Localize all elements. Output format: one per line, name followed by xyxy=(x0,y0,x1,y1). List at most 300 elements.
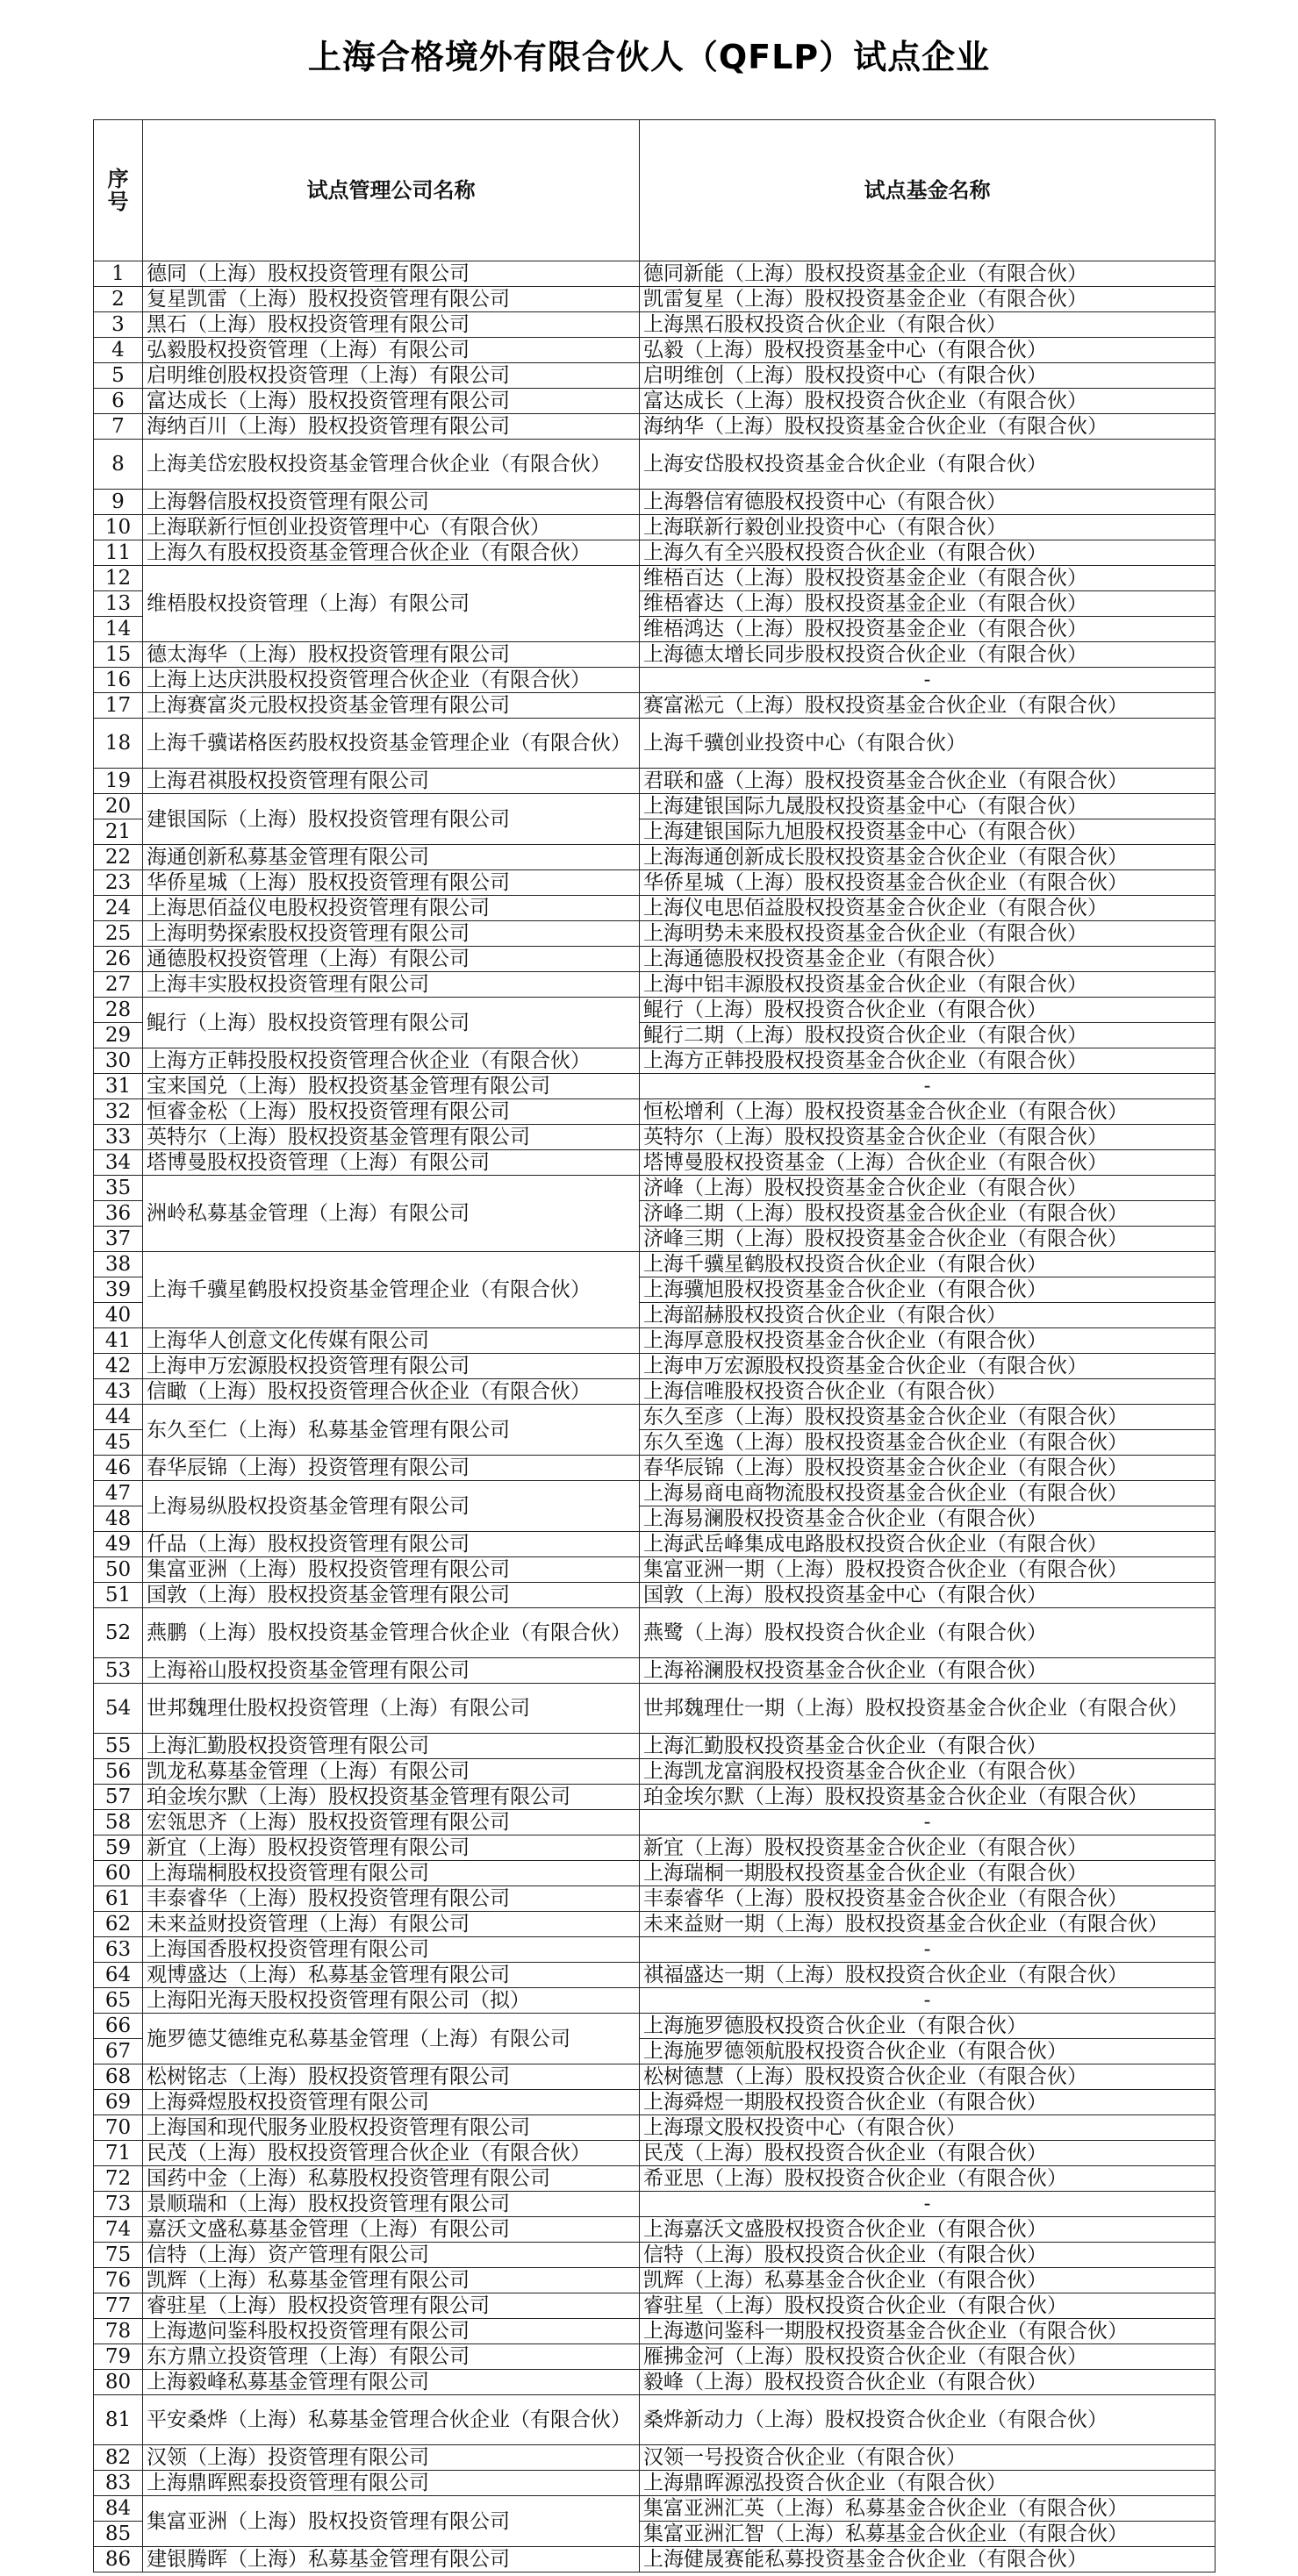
table-row xyxy=(94,1734,1216,1759)
row-number: 56 xyxy=(94,1759,143,1785)
table-row xyxy=(94,1456,1216,1481)
row-number: 34 xyxy=(94,1150,143,1176)
manager-name: 上海毅峰私募基金管理有限公司 xyxy=(143,2370,640,2395)
fund-name: 上海武岳峰集成电路股权投资合伙企业（有限合伙） xyxy=(640,1532,1216,1557)
row-number: 53 xyxy=(94,1658,143,1684)
table-row xyxy=(94,1684,1216,1734)
table-row xyxy=(94,668,1216,693)
fund-name: 君联和盛（上海）股权投资基金合伙企业（有限合伙） xyxy=(640,769,1216,794)
manager-name: 集富亚洲（上海）股权投资管理有限公司 xyxy=(143,2496,640,2547)
row-number: 64 xyxy=(94,1963,143,1988)
manager-name: 凯龙私募基金管理（上海）有限公司 xyxy=(143,1759,640,1785)
manager-name: 燕鹏（上海）股权投资基金管理合伙企业（有限合伙） xyxy=(143,1608,640,1658)
manager-name: 观博盛达（上海）私募基金管理有限公司 xyxy=(143,1963,640,1988)
fund-name: 上海汇勤股权投资基金合伙企业（有限合伙） xyxy=(640,1734,1216,1759)
manager-name: 上海联新行恒创业投资管理中心（有限合伙） xyxy=(143,515,640,540)
table-row xyxy=(94,2090,1216,2115)
fund-name: 上海璟文股权投资中心（有限合伙） xyxy=(640,2115,1216,2141)
row-number: 5 xyxy=(94,363,143,389)
table-row xyxy=(94,1379,1216,1405)
row-number: 17 xyxy=(94,693,143,719)
row-number: 83 xyxy=(94,2471,143,2496)
fund-name: 上海易商电商物流股权投资基金合伙企业（有限合伙） xyxy=(640,1481,1216,1506)
row-number: 7 xyxy=(94,414,143,440)
table-row xyxy=(94,2014,1216,2039)
row-number: 71 xyxy=(94,2141,143,2166)
table-row xyxy=(94,1886,1216,1912)
row-number: 6 xyxy=(94,389,143,414)
manager-name: 民茂（上海）股权投资管理合伙企业（有限合伙） xyxy=(143,2141,640,2166)
row-number: 86 xyxy=(94,2547,143,2572)
table-row xyxy=(94,1988,1216,2014)
table-row xyxy=(94,2064,1216,2090)
fund-name: 上海韶赫股权投资合伙企业（有限合伙） xyxy=(640,1303,1216,1328)
table-row xyxy=(94,921,1216,947)
fund-name: 信特（上海）股权投资合伙企业（有限合伙） xyxy=(640,2243,1216,2268)
manager-name: 国敦（上海）股权投资基金管理有限公司 xyxy=(143,1583,640,1608)
row-number: 12 xyxy=(94,566,143,591)
manager-name: 珀金埃尔默（上海）股权投资基金管理有限公司 xyxy=(143,1785,640,1810)
table-row xyxy=(94,947,1216,972)
fund-name: 上海中铝丰源股权投资基金合伙企业（有限合伙） xyxy=(640,972,1216,998)
row-number: 44 xyxy=(94,1405,143,1430)
fund-name: - xyxy=(640,2192,1216,2217)
table-row xyxy=(94,693,1216,719)
fund-name: 毅峰（上海）股权投资合伙企业（有限合伙） xyxy=(640,2370,1216,2395)
table-row xyxy=(94,363,1216,389)
table-row xyxy=(94,896,1216,921)
manager-name: 信特（上海）资产管理有限公司 xyxy=(143,2243,640,2268)
row-number: 51 xyxy=(94,1583,143,1608)
fund-name: 上海千骥创业投资中心（有限合伙） xyxy=(640,719,1216,769)
row-number: 79 xyxy=(94,2344,143,2370)
table-row xyxy=(94,389,1216,414)
row-number: 4 xyxy=(94,338,143,363)
table-row xyxy=(94,1810,1216,1835)
row-number: 76 xyxy=(94,2268,143,2293)
table-row xyxy=(94,1328,1216,1354)
row-number: 2 xyxy=(94,287,143,312)
row-number: 48 xyxy=(94,1506,143,1532)
fund-name: 睿驻星（上海）股权投资合伙企业（有限合伙） xyxy=(640,2293,1216,2319)
fund-name: 济峰三期（上海）股权投资基金合伙企业（有限合伙） xyxy=(640,1227,1216,1252)
row-number: 54 xyxy=(94,1684,143,1734)
fund-name: 上海鼎晖源泓投资合伙企业（有限合伙） xyxy=(640,2471,1216,2496)
manager-name: 上海丰实股权投资管理有限公司 xyxy=(143,972,640,998)
manager-name: 上海瑞桐股权投资管理有限公司 xyxy=(143,1861,640,1886)
table-row xyxy=(94,1785,1216,1810)
fund-name: - xyxy=(640,1937,1216,1963)
fund-name: 济峰（上海）股权投资基金合伙企业（有限合伙） xyxy=(640,1176,1216,1201)
row-number: 11 xyxy=(94,540,143,566)
manager-name: 世邦魏理仕股权投资管理（上海）有限公司 xyxy=(143,1684,640,1734)
row-number: 66 xyxy=(94,2014,143,2039)
row-number: 73 xyxy=(94,2192,143,2217)
row-number: 36 xyxy=(94,1201,143,1227)
table-row xyxy=(94,1176,1216,1201)
fund-name: 济峰二期（上海）股权投资基金合伙企业（有限合伙） xyxy=(640,1201,1216,1227)
row-number: 50 xyxy=(94,1557,143,1583)
fund-name: 燕鹭（上海）股权投资合伙企业（有限合伙） xyxy=(640,1608,1216,1658)
row-number: 28 xyxy=(94,998,143,1023)
manager-name: 宏瓴思齐（上海）股权投资管理有限公司 xyxy=(143,1810,640,1835)
table-row xyxy=(94,2141,1216,2166)
manager-name: 新宜（上海）股权投资管理有限公司 xyxy=(143,1835,640,1861)
fund-name: 弘毅（上海）股权投资基金中心（有限合伙） xyxy=(640,338,1216,363)
fund-name: 上海信唯股权投资合伙企业（有限合伙） xyxy=(640,1379,1216,1405)
row-number: 40 xyxy=(94,1303,143,1328)
manager-name: 集富亚洲（上海）股权投资管理有限公司 xyxy=(143,1557,640,1583)
manager-name: 德同（上海）股权投资管理有限公司 xyxy=(143,261,640,287)
fund-name: 上海建银国际九旭股权投资基金中心（有限合伙） xyxy=(640,819,1216,845)
table-row xyxy=(94,2496,1216,2522)
fund-name: 德同新能（上海）股权投资基金企业（有限合伙） xyxy=(640,261,1216,287)
table-row xyxy=(94,1048,1216,1074)
table-row xyxy=(94,1557,1216,1583)
row-number: 77 xyxy=(94,2293,143,2319)
table-row xyxy=(94,2115,1216,2141)
manager-name: 德太海华（上海）股权投资管理有限公司 xyxy=(143,642,640,668)
header-no: 序号 xyxy=(94,120,143,261)
table-row xyxy=(94,1150,1216,1176)
table-row xyxy=(94,2268,1216,2293)
fund-name: 上海厚意股权投资基金合伙企业（有限合伙） xyxy=(640,1328,1216,1354)
manager-name: 东方鼎立投资管理（上海）有限公司 xyxy=(143,2344,640,2370)
row-number: 59 xyxy=(94,1835,143,1861)
manager-name: 海纳百川（上海）股权投资管理有限公司 xyxy=(143,414,640,440)
table-row xyxy=(94,2445,1216,2471)
fund-name: 上海千骥星鹤股权投资合伙企业（有限合伙） xyxy=(640,1252,1216,1277)
row-number: 30 xyxy=(94,1048,143,1074)
fund-name: 鲲行（上海）股权投资合伙企业（有限合伙） xyxy=(640,998,1216,1023)
row-number: 18 xyxy=(94,719,143,769)
manager-name: 睿驻星（上海）股权投资管理有限公司 xyxy=(143,2293,640,2319)
row-number: 23 xyxy=(94,870,143,896)
manager-name: 上海华人创意文化传媒有限公司 xyxy=(143,1328,640,1354)
manager-name: 上海阳光海天股权投资管理有限公司（拟） xyxy=(143,1988,640,2014)
row-number: 62 xyxy=(94,1912,143,1937)
row-number: 69 xyxy=(94,2090,143,2115)
table-row xyxy=(94,1937,1216,1963)
fund-name: 民茂（上海）股权投资合伙企业（有限合伙） xyxy=(640,2141,1216,2166)
fund-name: 上海裕澜股权投资基金合伙企业（有限合伙） xyxy=(640,1658,1216,1684)
table-row xyxy=(94,1405,1216,1430)
table-row xyxy=(94,515,1216,540)
fund-name: 上海德太增长同步股权投资合伙企业（有限合伙） xyxy=(640,642,1216,668)
table-row xyxy=(94,870,1216,896)
fund-name: 祺福盛达一期（上海）股权投资合伙企业（有限合伙） xyxy=(640,1963,1216,1988)
table-row xyxy=(94,642,1216,668)
table-row xyxy=(94,540,1216,566)
row-number: 31 xyxy=(94,1074,143,1099)
fund-name: - xyxy=(640,1988,1216,2014)
fund-name: 集富亚洲一期（上海）股权投资合伙企业（有限合伙） xyxy=(640,1557,1216,1583)
fund-name: 上海海通创新成长股权投资基金合伙企业（有限合伙） xyxy=(640,845,1216,870)
manager-name: 海通创新私募基金管理有限公司 xyxy=(143,845,640,870)
manager-name: 塔博曼股权投资管理（上海）有限公司 xyxy=(143,1150,640,1176)
row-number: 37 xyxy=(94,1227,143,1252)
row-number: 65 xyxy=(94,1988,143,2014)
fund-name: 集富亚洲汇智（上海）私募基金合伙企业（有限合伙） xyxy=(640,2522,1216,2547)
manager-name: 上海汇勤股权投资管理有限公司 xyxy=(143,1734,640,1759)
table-body xyxy=(94,261,1216,2572)
manager-name: 建银腾晖（上海）私募基金管理有限公司 xyxy=(143,2547,640,2572)
manager-name: 上海明势探索股权投资管理有限公司 xyxy=(143,921,640,947)
fund-name: 未来益财一期（上海）股权投资基金合伙企业（有限合伙） xyxy=(640,1912,1216,1937)
table-row xyxy=(94,414,1216,440)
manager-name: 上海遨问鉴科股权投资管理有限公司 xyxy=(143,2319,640,2344)
manager-name: 施罗德艾德维克私募基金管理（上海）有限公司 xyxy=(143,2014,640,2064)
row-number: 20 xyxy=(94,794,143,819)
manager-name: 上海上达庆洪股权投资管理合伙企业（有限合伙） xyxy=(143,668,640,693)
fund-name: 松树德慧（上海）股权投资合伙企业（有限合伙） xyxy=(640,2064,1216,2090)
fund-name: 凯雷复星（上海）股权投资基金企业（有限合伙） xyxy=(640,287,1216,312)
row-number: 52 xyxy=(94,1608,143,1658)
row-number: 15 xyxy=(94,642,143,668)
fund-name: 上海久有全兴股权投资合伙企业（有限合伙） xyxy=(640,540,1216,566)
fund-name: 上海易澜股权投资基金合伙企业（有限合伙） xyxy=(640,1506,1216,1532)
row-number: 8 xyxy=(94,440,143,490)
table-row xyxy=(94,2471,1216,2496)
fund-name: 维梧百达（上海）股权投资基金企业（有限合伙） xyxy=(640,566,1216,591)
row-number: 32 xyxy=(94,1099,143,1125)
table-row xyxy=(94,794,1216,819)
table-row xyxy=(94,2217,1216,2243)
row-number: 60 xyxy=(94,1861,143,1886)
fund-name: 桑烨新动力（上海）股权投资合伙企业（有限合伙） xyxy=(640,2395,1216,2445)
fund-name: 海纳华（上海）股权投资基金合伙企业（有限合伙） xyxy=(640,414,1216,440)
row-number: 72 xyxy=(94,2166,143,2192)
manager-name: 上海磐信股权投资管理有限公司 xyxy=(143,490,640,515)
manager-name: 上海赛富炎元股权投资基金管理有限公司 xyxy=(143,693,640,719)
fund-name: 集富亚洲汇英（上海）私募基金合伙企业（有限合伙） xyxy=(640,2496,1216,2522)
fund-name: 英特尔（上海）股权投资基金合伙企业（有限合伙） xyxy=(640,1125,1216,1150)
table-row xyxy=(94,2547,1216,2572)
row-number: 1 xyxy=(94,261,143,287)
fund-name: 上海建银国际九晟股权投资基金中心（有限合伙） xyxy=(640,794,1216,819)
table-row xyxy=(94,1861,1216,1886)
table-row xyxy=(94,1658,1216,1684)
manager-name: 建银国际（上海）股权投资管理有限公司 xyxy=(143,794,640,845)
row-number: 21 xyxy=(94,819,143,845)
manager-name: 松树铭志（上海）股权投资管理有限公司 xyxy=(143,2064,640,2090)
fund-name: - xyxy=(640,1074,1216,1099)
fund-name: 上海明势未来股权投资基金合伙企业（有限合伙） xyxy=(640,921,1216,947)
table-row xyxy=(94,2370,1216,2395)
row-number: 22 xyxy=(94,845,143,870)
fund-name: 上海施罗德股权投资合伙企业（有限合伙） xyxy=(640,2014,1216,2039)
row-number: 80 xyxy=(94,2370,143,2395)
fund-name: 世邦魏理仕一期（上海）股权投资基金合伙企业（有限合伙） xyxy=(640,1684,1216,1734)
fund-name: 上海安岱股权投资基金合伙企业（有限合伙） xyxy=(640,440,1216,490)
table-row xyxy=(94,1074,1216,1099)
table-row xyxy=(94,1759,1216,1785)
manager-name: 东久至仁（上海）私募基金管理有限公司 xyxy=(143,1405,640,1456)
fund-name: 希亚思（上海）股权投资合伙企业（有限合伙） xyxy=(640,2166,1216,2192)
fund-name: 雁拂金河（上海）股权投资合伙企业（有限合伙） xyxy=(640,2344,1216,2370)
fund-name: 上海方正韩投股权投资基金合伙企业（有限合伙） xyxy=(640,1048,1216,1074)
table-row xyxy=(94,1912,1216,1937)
manager-name: 弘毅股权投资管理（上海）有限公司 xyxy=(143,338,640,363)
fund-name: 华侨星城（上海）股权投资基金合伙企业（有限合伙） xyxy=(640,870,1216,896)
table-row xyxy=(94,2243,1216,2268)
row-number: 63 xyxy=(94,1937,143,1963)
row-number: 14 xyxy=(94,617,143,642)
manager-name: 上海美岱宏股权投资基金管理合伙企业（有限合伙） xyxy=(143,440,640,490)
manager-name: 汉领（上海）投资管理有限公司 xyxy=(143,2445,640,2471)
document-title: 上海合格境外有限合伙人（QFLP）试点企业 xyxy=(307,38,991,76)
row-number: 27 xyxy=(94,972,143,998)
fund-name: 上海通德股权投资基金企业（有限合伙） xyxy=(640,947,1216,972)
manager-name: 景顺瑞和（上海）股权投资管理有限公司 xyxy=(143,2192,640,2217)
table-row xyxy=(94,1608,1216,1658)
fund-name: 上海舜煜一期股权投资合伙企业（有限合伙） xyxy=(640,2090,1216,2115)
manager-name: 春华辰锦（上海）投资管理有限公司 xyxy=(143,1456,640,1481)
row-number: 46 xyxy=(94,1456,143,1481)
table-row xyxy=(94,440,1216,490)
row-number: 33 xyxy=(94,1125,143,1150)
manager-name: 未来益财投资管理（上海）有限公司 xyxy=(143,1912,640,1937)
manager-name: 通德股权投资管理（上海）有限公司 xyxy=(143,947,640,972)
fund-name: 上海骥旭股权投资基金合伙企业（有限合伙） xyxy=(640,1277,1216,1303)
fund-name: 维梧睿达（上海）股权投资基金企业（有限合伙） xyxy=(640,591,1216,617)
manager-name: 上海裕山股权投资基金管理有限公司 xyxy=(143,1658,640,1684)
fund-name: 上海遨问鉴科一期股权投资基金合伙企业（有限合伙） xyxy=(640,2319,1216,2344)
fund-name: 上海仪电思佰益股权投资基金合伙企业（有限合伙） xyxy=(640,896,1216,921)
table-row xyxy=(94,1252,1216,1277)
row-number: 25 xyxy=(94,921,143,947)
row-number: 16 xyxy=(94,668,143,693)
manager-name: 上海国和现代服务业股权投资管理有限公司 xyxy=(143,2115,640,2141)
row-number: 82 xyxy=(94,2445,143,2471)
fund-name: 春华辰锦（上海）股权投资基金合伙企业（有限合伙） xyxy=(640,1456,1216,1481)
fund-name: 上海施罗德领航股权投资合伙企业（有限合伙） xyxy=(640,2039,1216,2064)
fund-name: - xyxy=(640,668,1216,693)
table-row xyxy=(94,2293,1216,2319)
fund-name: - xyxy=(640,1810,1216,1835)
fund-name: 东久至彦（上海）股权投资基金合伙企业（有限合伙） xyxy=(640,1405,1216,1430)
qflp-table xyxy=(93,119,1216,2572)
table-row xyxy=(94,1532,1216,1557)
fund-name: 上海嘉沃文盛股权投资合伙企业（有限合伙） xyxy=(640,2217,1216,2243)
manager-name: 凯辉（上海）私募基金管理有限公司 xyxy=(143,2268,640,2293)
manager-name: 上海申万宏源股权投资管理有限公司 xyxy=(143,1354,640,1379)
row-number: 67 xyxy=(94,2039,143,2064)
fund-name: 上海瑞桐一期股权投资基金合伙企业（有限合伙） xyxy=(640,1861,1216,1886)
table-row xyxy=(94,998,1216,1023)
manager-name: 恒睿金松（上海）股权投资管理有限公司 xyxy=(143,1099,640,1125)
row-number: 45 xyxy=(94,1430,143,1456)
manager-name: 平安桑烨（上海）私募基金管理合伙企业（有限合伙） xyxy=(143,2395,640,2445)
row-number: 68 xyxy=(94,2064,143,2090)
row-number: 38 xyxy=(94,1252,143,1277)
table-row xyxy=(94,2166,1216,2192)
fund-name: 凯辉（上海）私募基金合伙企业（有限合伙） xyxy=(640,2268,1216,2293)
fund-name: 东久至逸（上海）股权投资基金合伙企业（有限合伙） xyxy=(640,1430,1216,1456)
row-number: 42 xyxy=(94,1354,143,1379)
table-row xyxy=(94,1099,1216,1125)
manager-name: 上海思佰益仪电股权投资管理有限公司 xyxy=(143,896,640,921)
fund-name: 上海磐信宥德股权投资中心（有限合伙） xyxy=(640,490,1216,515)
manager-name: 上海君祺股权投资管理有限公司 xyxy=(143,769,640,794)
manager-name: 宝来国兑（上海）股权投资基金管理有限公司 xyxy=(143,1074,640,1099)
table-row xyxy=(94,490,1216,515)
manager-name: 复星凯雷（上海）股权投资管理有限公司 xyxy=(143,287,640,312)
manager-name: 信瞰（上海）股权投资管理合伙企业（有限合伙） xyxy=(143,1379,640,1405)
table-row xyxy=(94,1125,1216,1150)
fund-name: 汉领一号投资合伙企业（有限合伙） xyxy=(640,2445,1216,2471)
table-row xyxy=(94,566,1216,591)
table-row xyxy=(94,1835,1216,1861)
manager-name: 洲岭私募基金管理（上海）有限公司 xyxy=(143,1176,640,1252)
row-number: 41 xyxy=(94,1328,143,1354)
row-number: 70 xyxy=(94,2115,143,2141)
row-number: 58 xyxy=(94,1810,143,1835)
row-number: 26 xyxy=(94,947,143,972)
fund-name: 塔博曼股权投资基金（上海）合伙企业（有限合伙） xyxy=(640,1150,1216,1176)
row-number: 24 xyxy=(94,896,143,921)
manager-name: 上海舜煜股权投资管理有限公司 xyxy=(143,2090,640,2115)
fund-name: 国敦（上海）股权投资基金中心（有限合伙） xyxy=(640,1583,1216,1608)
fund-name: 上海凯龙富润股权投资基金合伙企业（有限合伙） xyxy=(640,1759,1216,1785)
row-number: 43 xyxy=(94,1379,143,1405)
manager-name: 上海久有股权投资基金管理合伙企业（有限合伙） xyxy=(143,540,640,566)
row-number: 78 xyxy=(94,2319,143,2344)
row-number: 55 xyxy=(94,1734,143,1759)
manager-name: 华侨星城（上海）股权投资管理有限公司 xyxy=(143,870,640,896)
fund-name: 上海黑石股权投资合伙企业（有限合伙） xyxy=(640,312,1216,338)
table-row xyxy=(94,2395,1216,2445)
header-fund: 试点基金名称 xyxy=(640,120,1216,261)
row-number: 57 xyxy=(94,1785,143,1810)
table-row xyxy=(94,719,1216,769)
table-row xyxy=(94,312,1216,338)
manager-name: 维梧股权投资管理（上海）有限公司 xyxy=(143,566,640,642)
manager-name: 富达成长（上海）股权投资管理有限公司 xyxy=(143,389,640,414)
table-row xyxy=(94,1583,1216,1608)
row-number: 75 xyxy=(94,2243,143,2268)
fund-name: 富达成长（上海）股权投资合伙企业（有限合伙） xyxy=(640,389,1216,414)
row-number: 61 xyxy=(94,1886,143,1912)
fund-name: 赛富淞元（上海）股权投资基金合伙企业（有限合伙） xyxy=(640,693,1216,719)
row-number: 29 xyxy=(94,1023,143,1048)
row-number: 47 xyxy=(94,1481,143,1506)
row-number: 49 xyxy=(94,1532,143,1557)
header-manager: 试点管理公司名称 xyxy=(143,120,640,261)
manager-name: 仟品（上海）股权投资管理有限公司 xyxy=(143,1532,640,1557)
header-row xyxy=(94,120,1216,261)
manager-name: 嘉沃文盛私募基金管理（上海）有限公司 xyxy=(143,2217,640,2243)
fund-name: 珀金埃尔默（上海）股权投资基金合伙企业（有限合伙） xyxy=(640,1785,1216,1810)
row-number: 19 xyxy=(94,769,143,794)
row-number: 13 xyxy=(94,591,143,617)
manager-name: 上海千骥星鹤股权投资基金管理企业（有限合伙） xyxy=(143,1252,640,1328)
table-row xyxy=(94,2192,1216,2217)
fund-name: 新宜（上海）股权投资基金合伙企业（有限合伙） xyxy=(640,1835,1216,1861)
fund-name: 维梧鸿达（上海）股权投资基金企业（有限合伙） xyxy=(640,617,1216,642)
manager-name: 上海国香股权投资管理有限公司 xyxy=(143,1937,640,1963)
fund-name: 上海申万宏源股权投资基金合伙企业（有限合伙） xyxy=(640,1354,1216,1379)
fund-name: 恒松增利（上海）股权投资基金合伙企业（有限合伙） xyxy=(640,1099,1216,1125)
table-row xyxy=(94,287,1216,312)
manager-name: 丰泰睿华（上海）股权投资管理有限公司 xyxy=(143,1886,640,1912)
manager-name: 国药中金（上海）私募股权投资管理有限公司 xyxy=(143,2166,640,2192)
table-row xyxy=(94,972,1216,998)
row-number: 9 xyxy=(94,490,143,515)
row-number: 10 xyxy=(94,515,143,540)
table-row xyxy=(94,1481,1216,1506)
table-row xyxy=(94,845,1216,870)
